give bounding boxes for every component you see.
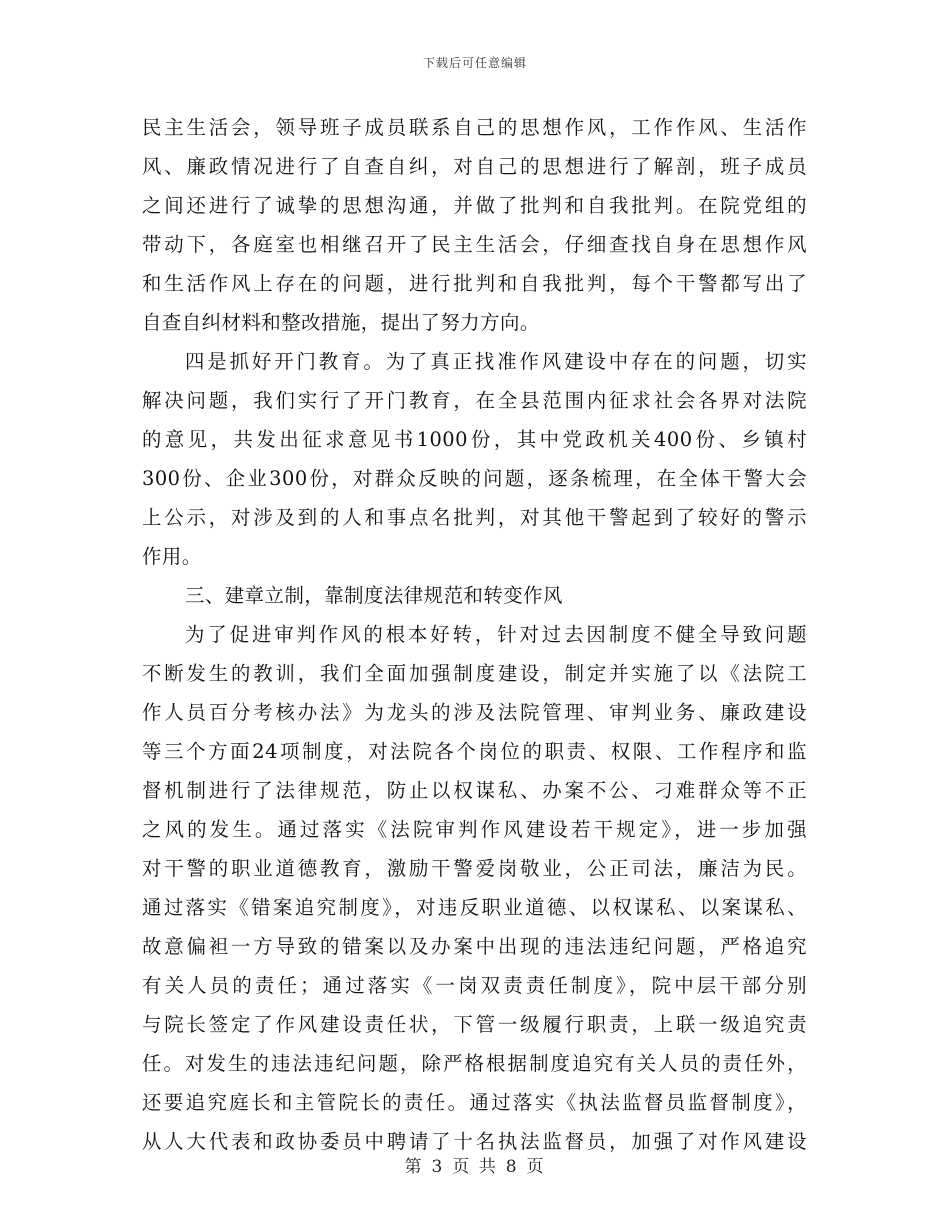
text-line: 之风的发生。通过落实《法院审判作风建设若干规定》，进一步加强 bbox=[142, 818, 807, 841]
text-line: 四是抓好开门教育。为了真正找准作风建设中存在的问题，切实 bbox=[185, 350, 807, 373]
text-line: 300份、企业300份，对群众反映的问题，逐条梳理，在全体干警大会 bbox=[142, 467, 807, 490]
text-line: 对干警的职业道德教育，激励干警爱岗敬业，公正司法，廉洁为民。 bbox=[142, 857, 807, 880]
footer-prefix: 第 bbox=[404, 1157, 424, 1177]
text-line: 与院长签定了作风建设责任状，下管一级履行职责，上联一级追究责 bbox=[142, 1013, 807, 1036]
text-line: 等三个方面24项制度，对法院各个岗位的职责、权限、工作程序和监 bbox=[142, 740, 807, 763]
text-line: 带动下，各庭室也相继召开了民主生活会，仔细查找自身在思想作风 bbox=[142, 233, 807, 256]
text-line: 通过落实《错案追究制度》，对违反职业道德、以权谋私、以案谋私、 bbox=[142, 896, 807, 919]
text-line: 故意偏袒一方导致的错案以及办案中出现的违法违纪问题，严格追究 bbox=[142, 935, 807, 958]
text-line: 自查自纠材料和整改措施，提出了努力方向。 bbox=[142, 311, 540, 334]
footer-middle: 页 共 bbox=[452, 1157, 498, 1177]
text-line: 为了促进审判作风的根本好转，针对过去因制度不健全导致问题 bbox=[185, 623, 807, 646]
page-footer bbox=[0, 1152, 950, 1177]
page-header: 下载后可任意编辑 bbox=[422, 56, 527, 70]
text-line: 民主生活会，领导班子成员联系自己的思想作风，工作作风、生活作 bbox=[142, 116, 807, 139]
text-line: 解决问题，我们实行了开门教育，在全县范围内征求社会各界对法院 bbox=[142, 389, 807, 412]
footer-total-pages: 8 bbox=[505, 1157, 519, 1177]
text-line: 作用。 bbox=[142, 545, 202, 568]
text-line: 上公示，对涉及到的人和事点名批判，对其他干警起到了较好的警示 bbox=[142, 506, 807, 529]
footer-current-page: 3 bbox=[431, 1157, 445, 1177]
text-line: 还要追究庭长和主管院长的责任。通过落实《执法监督员监督制度》， bbox=[142, 1091, 807, 1114]
text-line: 的意见，共发出征求意见书1000份，其中党政机关400份、乡镇村 bbox=[142, 428, 807, 451]
text-line: 督机制进行了法律规范，防止以权谋私、办案不公、刁难群众等不正 bbox=[142, 779, 807, 802]
text-line: 和生活作风上存在的问题，进行批判和自我批判，每个干警都写出了 bbox=[142, 272, 807, 295]
text-line: 任。对发生的违法违纪问题，除严格根据制度追究有关人员的责任外， bbox=[142, 1052, 807, 1075]
text-line: 从人大代表和政协委员中聘请了十名执法监督员，加强了对作风建设 bbox=[142, 1130, 807, 1153]
text-line: 作人员百分考核办法》为龙头的涉及法院管理、审判业务、廉政建设 bbox=[142, 701, 807, 724]
text-line: 三、建章立制，靠制度法律规范和转变作风 bbox=[185, 584, 563, 607]
text-line: 风、廉政情况进行了自查自纠，对自己的思想进行了解剖，班子成员 bbox=[142, 155, 807, 178]
footer-suffix: 页 bbox=[526, 1157, 546, 1177]
text-line: 之间还进行了诚挚的思想沟通，并做了批判和自我批判。在院党组的 bbox=[142, 194, 807, 217]
text-line: 不断发生的教训，我们全面加强制度建设，制定并实施了以《法院工 bbox=[142, 662, 807, 685]
document-body bbox=[142, 108, 807, 1161]
text-line: 有关人员的责任；通过落实《一岗双责责任制度》，院中层干部分别 bbox=[142, 974, 807, 997]
